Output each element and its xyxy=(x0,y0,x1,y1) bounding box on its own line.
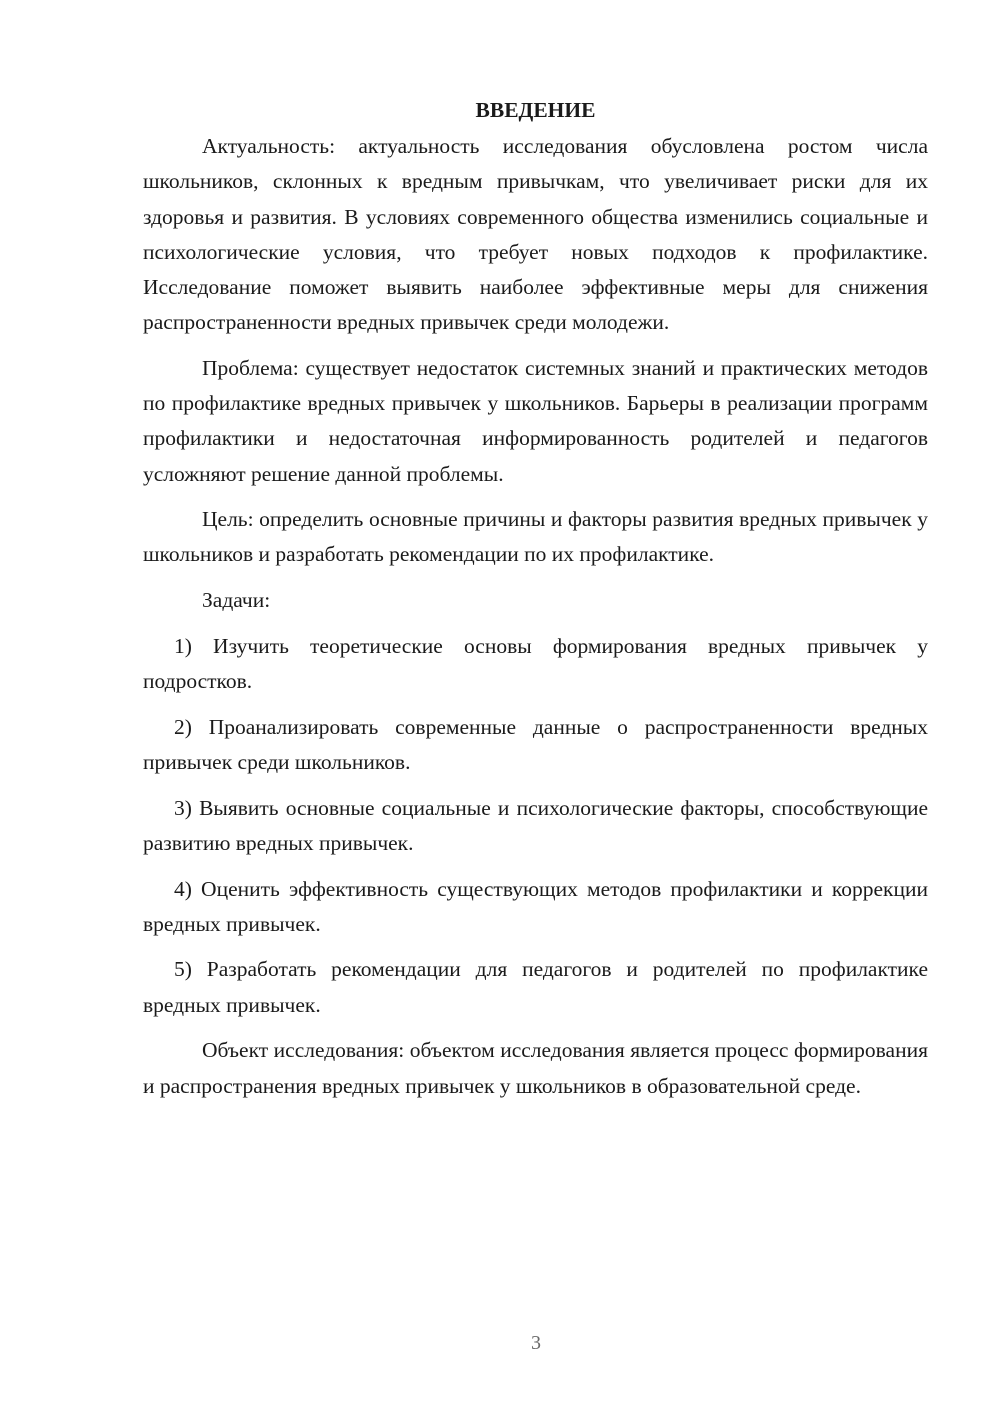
page-number: 3 xyxy=(531,1332,541,1354)
tasks-heading: Задачи: xyxy=(202,588,271,613)
tasks-list xyxy=(143,629,928,1023)
task-item: 5) Разработать рекомендации для педагогов и родителей по профилактике вредных привычек. xyxy=(143,957,928,1017)
task-item: 2) Проанализировать современные данные о распространенности вредных привычек среди школьников. xyxy=(143,714,928,774)
task-item: 3) Выявить основные социальные и психологические факторы, способствующие развитию вредных привычек. xyxy=(143,795,928,855)
section-title: ВВЕДЕНИЕ xyxy=(475,98,596,122)
document-page xyxy=(143,93,928,1114)
task-item: 1) Изучить теоретические основы формирования вредных привычек у подростков. xyxy=(143,633,928,694)
object-paragraph: Объект исследования: объектом исследования является процесс формирования и распространения вредных привычек у школьников в образовательной среде. xyxy=(143,1038,928,1098)
problem-paragraph: Проблема: существует недостаток системных знаний и практических методов по профилактике вредных привычек у школьников. Барьеры в реализации программ профилактики и недостаточная информированность родителей и педагогов усложняют решение данной проблемы. xyxy=(143,355,928,486)
task-item: 4) Оценить эффективность существующих методов профилактики и коррекции вредных привычек. xyxy=(143,876,928,936)
relevance-paragraph: Актуальность: актуальность исследования обусловлена ростом числа школьников, склонных к вредным привычкам, что увеличивает риски для их здоровья и развития. В условиях современного общества изменились социальные и психологические условия, что требует новых подходов к профилактике. Исследование поможет выявить наиболее эффективные меры для снижения распространенности вредных привычек среди молодежи. xyxy=(143,134,928,335)
goal-paragraph: Цель: определить основные причины и факторы развития вредных привычек у школьников и разработать рекомендации по их профилактике. xyxy=(143,507,928,567)
